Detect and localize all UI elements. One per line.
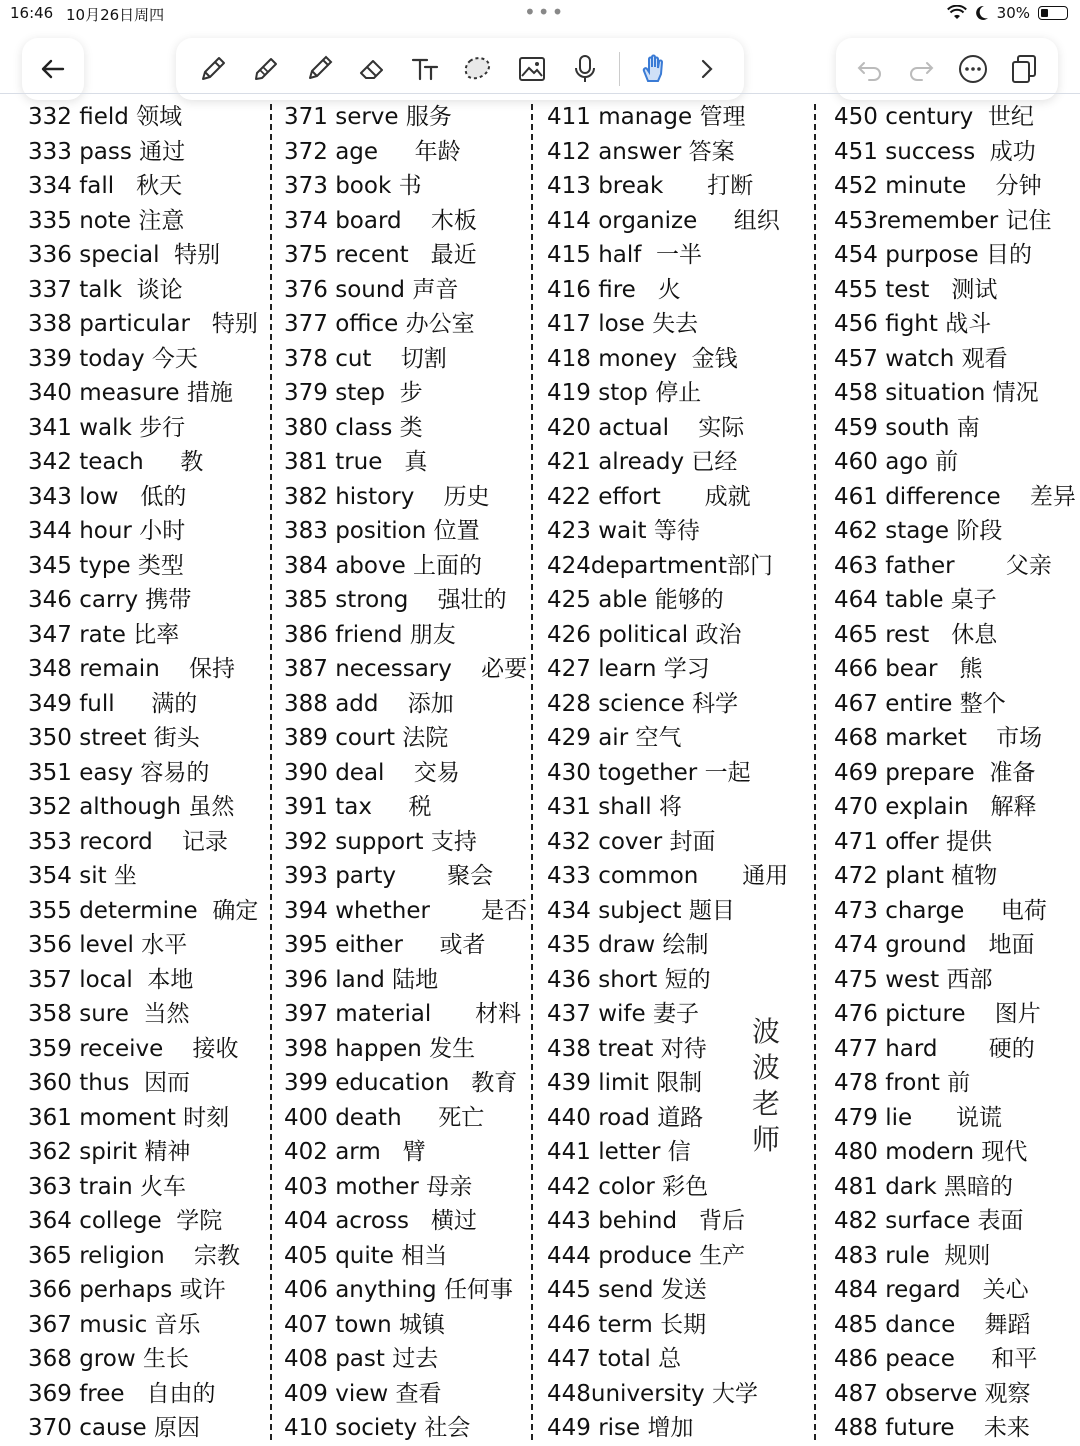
- vocab-entry: 391 tax 税: [284, 794, 432, 820]
- vocab-entry: 386 friend 朋友: [284, 621, 456, 648]
- vocab-entry: 477 hard 硬的: [834, 1035, 1035, 1062]
- page-top-border: [0, 93, 1080, 94]
- vocab-entry: 400 death 死亡: [284, 1104, 485, 1131]
- vocab-entry: 417 lose 失去: [547, 311, 699, 337]
- vocab-entry: 474 ground 地面: [834, 932, 1035, 958]
- vocab-entry: 362 spirit 精神: [28, 1139, 191, 1165]
- signature-char: 波: [751, 1051, 780, 1084]
- multitask-dots[interactable]: •••: [524, 0, 566, 24]
- vocab-entry: 337 talk 谈论: [28, 276, 183, 303]
- toolbar-more-button[interactable]: [688, 50, 726, 88]
- word-column-4: [834, 100, 1076, 1446]
- vocab-entry: 473 charge 电荷: [834, 897, 1047, 924]
- vocab-entry: 357 local 本地: [28, 966, 194, 993]
- vocab-entry: 450 century 世纪: [834, 104, 1034, 130]
- handwritten-signature: [750, 1014, 782, 1158]
- vocab-entry: 366 perhaps 或许: [28, 1277, 226, 1303]
- vocab-entry: 379 step 步: [284, 380, 423, 406]
- vocab-entry: 334 fall 秋天: [28, 173, 183, 199]
- text-tool-button[interactable]: [406, 50, 444, 88]
- vocab-entry: 336 special 特别: [28, 242, 221, 268]
- vocab-entry: 439 limit 限制: [547, 1070, 703, 1096]
- vocab-entry: 478 front 前: [834, 1070, 971, 1096]
- vocab-entry: 380 class 类: [284, 414, 423, 441]
- vocab-entry: 388 add 添加: [284, 690, 454, 717]
- moon-icon: [975, 5, 989, 21]
- vocab-entry: 431 shall 将: [547, 794, 682, 820]
- vocab-entry: 350 street 街头: [28, 725, 200, 751]
- vocab-entry: 413 break 打断: [547, 173, 754, 199]
- vocab-entry: 377 office 办公室: [284, 311, 475, 337]
- vocab-entry: 421 already 已经: [547, 449, 738, 475]
- vocab-entry: 420 actual 实际: [547, 414, 745, 441]
- vocab-entry: 443 behind 背后: [547, 1208, 746, 1234]
- pages-button[interactable]: [1005, 50, 1043, 88]
- vocab-entry: 344 hour 小时: [28, 518, 186, 544]
- vocab-entry: 381 true 真: [284, 449, 428, 475]
- battery-fill: [1041, 9, 1048, 17]
- vocab-entry: 444 produce 生产: [547, 1242, 746, 1269]
- signature-char: 老: [751, 1087, 780, 1120]
- vocab-entry: 468 market 市场: [834, 725, 1043, 751]
- word-column-3: [547, 100, 788, 1446]
- vocab-entry: 449 rise 增加: [547, 1415, 694, 1441]
- chevron-right-icon: [691, 53, 723, 85]
- vocab-entry: 467 entire 整个: [834, 690, 1006, 717]
- vocab-entry: 387 necessary 必要: [284, 656, 528, 682]
- action-toolbar: [836, 38, 1058, 100]
- vocab-entry: 375 recent 最近: [284, 242, 477, 268]
- vocab-entry: 409 view 查看: [284, 1380, 442, 1407]
- vocab-entry: 356 level 水平: [28, 932, 188, 958]
- vocab-entry: 343 low 低的: [28, 483, 187, 510]
- vocab-entry: 438 treat 对待: [547, 1035, 707, 1062]
- pen-icon: [197, 53, 229, 85]
- vocab-entry: 481 dark 黑暗的: [834, 1173, 1013, 1200]
- vocab-entry: 352 although 虽然: [28, 794, 235, 820]
- vocab-entry: 457 watch 观看: [834, 345, 1008, 372]
- lasso-icon: [462, 53, 494, 85]
- marker-tool-button[interactable]: [300, 50, 338, 88]
- vocab-entry: 466 bear 熊: [834, 656, 983, 682]
- vocab-entry: 390 deal 交易: [284, 759, 460, 786]
- vocab-entry: 425 able 能够的: [547, 587, 724, 613]
- redo-icon: [905, 53, 937, 85]
- undo-button[interactable]: [851, 50, 889, 88]
- vocab-entry: 389 court 法院: [284, 725, 449, 751]
- vocab-entry: 429 air 空气: [547, 725, 682, 751]
- text-icon: [409, 53, 441, 85]
- column-divider: [814, 104, 816, 1440]
- vocab-entry: 410 society 社会: [284, 1415, 471, 1441]
- vocab-entry: 426 political 政治: [547, 621, 742, 648]
- vocab-entry: 408 past 过去: [284, 1346, 439, 1372]
- vocab-entry: 451 success 成功: [834, 138, 1036, 165]
- vocab-entry: 338 particular 特别: [28, 311, 258, 337]
- marker-icon: [303, 53, 335, 85]
- vocab-entry: 419 stop 停止: [547, 380, 702, 406]
- vocab-entry: 396 land 陆地: [284, 966, 439, 993]
- lasso-tool-button[interactable]: [459, 50, 497, 88]
- signature-char: 师: [751, 1123, 780, 1156]
- vocab-entry: 341 walk 步行: [28, 414, 186, 441]
- vocab-entry: 455 test 测试: [834, 276, 998, 303]
- vocab-entry: 404 across 横过: [284, 1208, 477, 1234]
- vocab-entry: 484 regard 关心: [834, 1277, 1029, 1303]
- vocab-entry: 464 table 桌子: [834, 587, 997, 613]
- vocab-entry: 430 together 一起: [547, 759, 751, 786]
- vocab-entry: 416 fire 火: [547, 276, 681, 303]
- word-column-1: [28, 100, 258, 1446]
- vocab-entry: 394 whether 是否: [284, 897, 528, 924]
- vocab-entry: 483 rule 规则: [834, 1242, 991, 1269]
- vocab-entry: 371 serve 服务: [284, 104, 452, 130]
- vocab-entry: 368 grow 生长: [28, 1346, 189, 1372]
- vocab-entry: 436 short 短的: [547, 966, 711, 993]
- vocab-entry: 487 observe 观察: [834, 1380, 1031, 1407]
- vocab-entry: 460 ago 前: [834, 449, 959, 475]
- vocab-entry: 392 support 支持: [284, 828, 477, 855]
- vocab-entry: 365 religion 宗教: [28, 1242, 240, 1269]
- status-date: 10月26日周四: [66, 6, 165, 24]
- vocab-entry: 412 answer 答案: [547, 138, 735, 165]
- vocab-entry: 364 college 学院: [28, 1208, 223, 1234]
- vocab-entry: 465 rest 休息: [834, 621, 998, 648]
- vocab-entry: 358 sure 当然: [28, 1001, 190, 1027]
- vocab-entry: 469 prepare 准备: [834, 759, 1036, 786]
- vocab-entry: 398 happen 发生: [284, 1035, 476, 1062]
- vocab-entry: 424department部门: [547, 552, 773, 579]
- vocab-entry: 361 moment 时刻: [28, 1104, 230, 1131]
- column-divider: [270, 104, 272, 1440]
- eraser-icon: [356, 53, 388, 85]
- vocab-entry: 369 free 自由的: [28, 1380, 216, 1407]
- vocab-entry: 452 minute 分钟: [834, 173, 1042, 199]
- vocab-entry: 456 fight 战斗: [834, 311, 992, 337]
- vocab-entry: 393 party 聚会: [284, 863, 494, 889]
- vocab-entry: 346 carry 携带: [28, 587, 192, 613]
- vocab-entry: 347 rate 比率: [28, 621, 180, 648]
- vocab-entry: 414 organize 组织: [547, 207, 780, 234]
- vocab-entry: 428 science 科学: [547, 690, 739, 717]
- vocab-entry: 378 cut 切割: [284, 345, 447, 372]
- vocab-entry: 479 lie 说谎: [834, 1104, 1003, 1131]
- pencil-tool-button[interactable]: [247, 50, 285, 88]
- vocab-entry: 353 record 记录: [28, 828, 228, 855]
- vocab-entry: 382 history 历史: [284, 483, 490, 510]
- arrow-left-icon: [39, 55, 67, 83]
- battery-percent: 30%: [996, 4, 1030, 22]
- vocab-entry: 461 difference 差异: [834, 483, 1076, 510]
- vocab-entry: 418 money 金钱: [547, 345, 738, 372]
- vocab-entry: 433 common 通用: [547, 863, 789, 889]
- vocab-entry: 367 music 音乐: [28, 1311, 201, 1338]
- vocab-entry: 440 road 道路: [547, 1104, 704, 1131]
- vocab-entry: 363 train 火车: [28, 1173, 187, 1200]
- vocab-entry: 351 easy 容易的: [28, 759, 210, 786]
- vocab-entry: 332 field 领域: [28, 104, 183, 130]
- vocab-entry: 360 thus 因而: [28, 1070, 190, 1096]
- vocab-entry: 434 subject 题目: [547, 897, 735, 924]
- vocab-entry: 349 full 满的: [28, 690, 198, 717]
- vocab-entry: 486 peace 和平: [834, 1346, 1038, 1372]
- microphone-icon: [569, 53, 601, 85]
- signature-char: 波: [751, 1015, 780, 1048]
- vocab-entry: 345 type 类型: [28, 552, 184, 579]
- vocab-entry: 445 send 发送: [547, 1277, 707, 1303]
- vocab-entry: 333 pass 通过: [28, 138, 186, 165]
- vocab-entry: 411 manage 管理: [547, 104, 746, 130]
- battery-icon: [1038, 6, 1068, 20]
- vocab-entry: 488 future 未来: [834, 1415, 1030, 1441]
- vocab-entry: 415 half 一半: [547, 242, 702, 268]
- vocab-entry: 342 teach 教: [28, 449, 204, 475]
- vocab-entry: 423 wait 等待: [547, 518, 700, 544]
- vocab-entry: 374 board 木板: [284, 207, 477, 234]
- toolbar-separator: [619, 52, 620, 86]
- vocab-entry: 355 determine 确定: [28, 897, 259, 924]
- image-icon: [516, 53, 548, 85]
- status-right: [947, 4, 1068, 22]
- vocab-entry: 482 surface 表面: [834, 1208, 1024, 1234]
- status-time: 16:46: [10, 4, 54, 22]
- vocab-entry: 395 either 或者: [284, 932, 486, 958]
- vocab-entry: 405 quite 相当: [284, 1242, 448, 1269]
- vocab-entry: 462 stage 阶段: [834, 518, 1003, 544]
- vocab-entry: 447 total 总: [547, 1346, 682, 1372]
- vocab-entry: 446 term 长期: [547, 1311, 707, 1338]
- vocab-entry: 399 education 教育: [284, 1070, 518, 1096]
- drawing-toolbar: [176, 38, 744, 100]
- vocab-entry: 422 effort 成就: [547, 483, 751, 510]
- vocab-entry: 472 plant 植物: [834, 863, 998, 889]
- vocab-entry: 384 above 上面的: [284, 552, 483, 579]
- vocab-entry: 458 situation 情况: [834, 380, 1039, 406]
- vocab-entry: 441 letter 信: [547, 1139, 691, 1165]
- vocab-entry: 359 receive 接收: [28, 1035, 239, 1062]
- vocab-entry: 348 remain 保持: [28, 656, 236, 682]
- image-tool-button[interactable]: [513, 50, 551, 88]
- vocab-entry: 383 position 位置: [284, 518, 480, 544]
- vocab-entry: 435 draw 绘制: [547, 932, 709, 958]
- vocab-entry: 437 wife 妻子: [547, 1001, 699, 1027]
- vocab-entry: 485 dance 舞蹈: [834, 1311, 1031, 1338]
- vocab-entry: 480 modern 现代: [834, 1139, 1028, 1165]
- vocab-entry: 442 color 彩色: [547, 1173, 709, 1200]
- more-button[interactable]: [954, 50, 992, 88]
- pen-tool-button[interactable]: [194, 50, 232, 88]
- vocab-entry: 376 sound 声音: [284, 276, 459, 303]
- word-column-2: [284, 100, 527, 1446]
- wifi-icon: [947, 5, 967, 21]
- more-icon: [957, 53, 989, 85]
- vocab-entry: 403 mother 母亲: [284, 1173, 473, 1200]
- vocab-entry: 475 west 西部: [834, 966, 993, 993]
- vocab-entry: 454 purpose 目的: [834, 242, 1032, 268]
- vocab-entry: 448university 大学: [547, 1380, 758, 1407]
- vocab-entry: 354 sit 坐: [28, 863, 137, 889]
- vocab-entry: 427 learn 学习: [547, 656, 710, 682]
- vocab-entry: 471 offer 提供: [834, 828, 993, 855]
- vocab-entry: 407 town 城镇: [284, 1311, 445, 1338]
- vocab-entry: 476 picture 图片: [834, 1001, 1041, 1027]
- vocab-entry: 459 south 南: [834, 414, 980, 441]
- hand-icon: [638, 53, 670, 85]
- vocab-entry: 463 father 父亲: [834, 552, 1052, 579]
- vocab-entry: 335 note 注意: [28, 207, 185, 234]
- back-button[interactable]: [22, 38, 84, 100]
- pages-icon: [1008, 53, 1040, 85]
- vocab-entry: 339 today 今天: [28, 345, 198, 372]
- vocab-entry: 432 cover 封面: [547, 828, 716, 855]
- vocab-entry: 453remember 记住: [834, 207, 1052, 234]
- redo-button[interactable]: [902, 50, 940, 88]
- microphone-tool-button[interactable]: [566, 50, 604, 88]
- vocab-entry: 340 measure 措施: [28, 380, 233, 406]
- vocab-entry: 370 cause 原因: [28, 1415, 200, 1441]
- vocab-entry: 385 strong 强壮的: [284, 587, 507, 613]
- status-bar: [0, 0, 1080, 28]
- vocab-entry: 406 anything 任何事: [284, 1277, 513, 1303]
- vocab-entry: 372 age 年龄: [284, 138, 461, 165]
- vocab-entry: 373 book 书: [284, 173, 422, 199]
- eraser-tool-button[interactable]: [353, 50, 391, 88]
- vocab-entry: 402 arm 臂: [284, 1139, 426, 1165]
- column-divider: [531, 104, 533, 1440]
- vocab-entry: 470 explain 解释: [834, 794, 1037, 820]
- vocab-entry: 397 material 材料: [284, 1001, 522, 1027]
- pencil-icon: [250, 53, 282, 85]
- undo-icon: [854, 53, 886, 85]
- hand-tool-button[interactable]: [635, 50, 673, 88]
